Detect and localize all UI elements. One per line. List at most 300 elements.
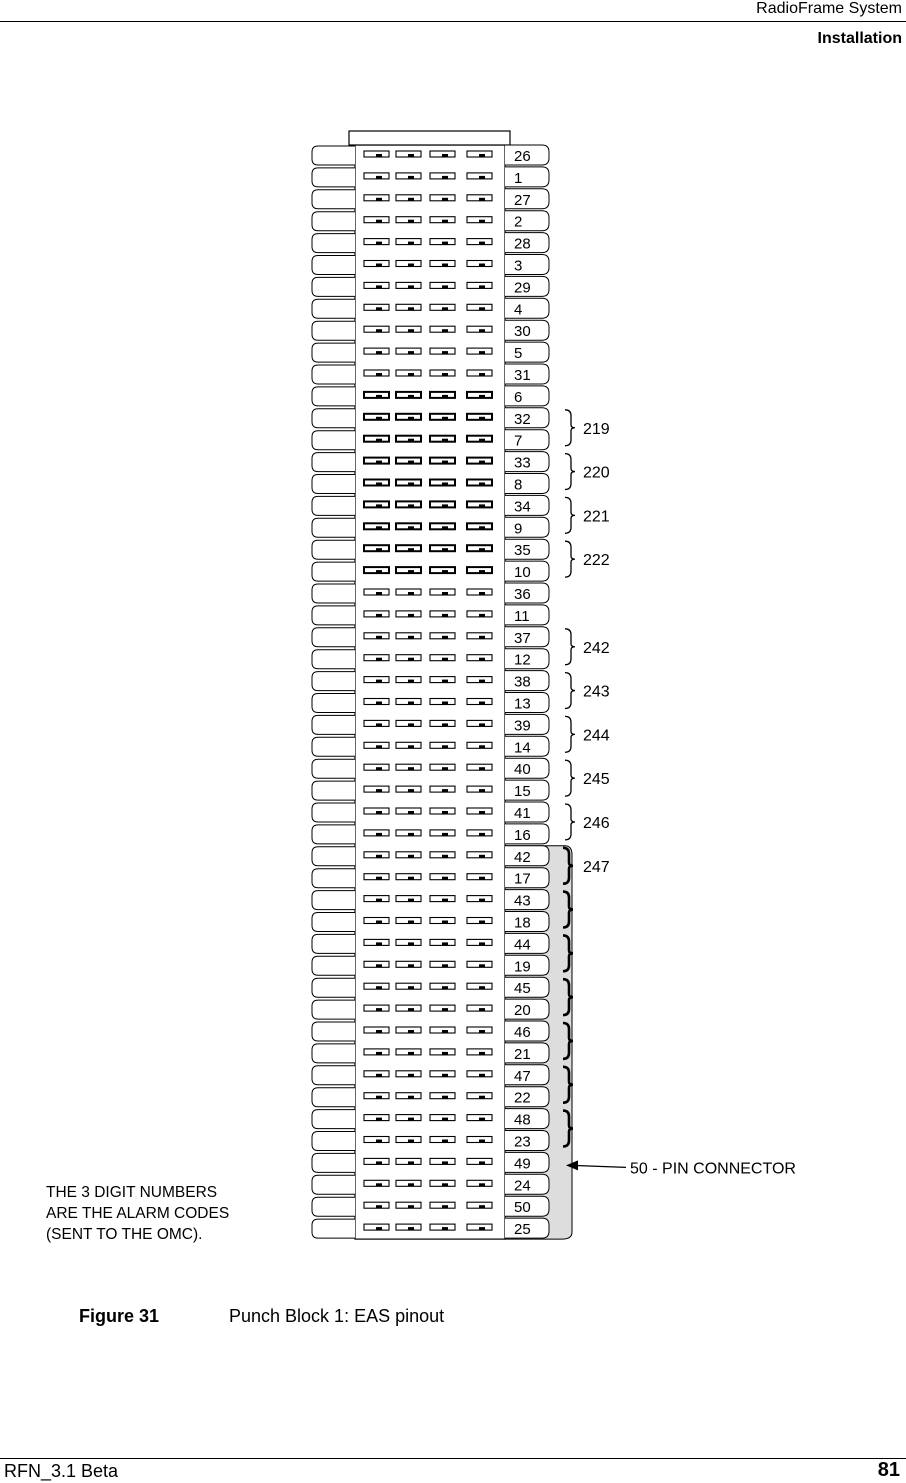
clip-contact [479, 702, 485, 705]
alarm-code-label: 245 [583, 771, 610, 789]
terminal-tab [312, 891, 355, 910]
clip-contact [376, 942, 382, 945]
clip-contact [408, 439, 414, 442]
clip-contact [479, 1052, 485, 1055]
clip-contact [408, 811, 414, 814]
clip-contact [376, 745, 382, 748]
clip-contact [408, 1205, 414, 1208]
clip-contact [479, 899, 485, 902]
clip-contact [376, 811, 382, 814]
clip-contact [408, 329, 414, 332]
clip-contact [479, 942, 485, 945]
pin-number: 15 [514, 783, 531, 801]
clip-contact [442, 1161, 448, 1164]
pin-number: 35 [514, 542, 531, 560]
terminal-tab [312, 212, 355, 231]
terminal-tab [312, 431, 355, 450]
clip-contact [479, 220, 485, 223]
clip-contact [408, 395, 414, 398]
clip-contact [479, 1096, 485, 1099]
alarm-code-label: 221 [583, 508, 610, 526]
clip-contact [479, 1140, 485, 1143]
clip-contact [376, 417, 382, 420]
clip-contact [408, 373, 414, 376]
clip-contact [376, 789, 382, 792]
clip-contact [376, 1030, 382, 1033]
clip-contact [376, 461, 382, 464]
clip-contact [479, 636, 485, 639]
clip-contact [408, 658, 414, 661]
clip-contact [479, 1183, 485, 1186]
clip-contact [442, 921, 448, 924]
clip-contact [479, 855, 485, 858]
terminal-tab [312, 913, 355, 932]
clip-contact [442, 636, 448, 639]
pin-number: 1 [514, 169, 523, 187]
clip-contact [479, 1161, 485, 1164]
connector-arrow-line [572, 1165, 626, 1167]
clip-contact [376, 877, 382, 880]
clip-contact [376, 614, 382, 617]
clip-contact [479, 1008, 485, 1011]
clip-contact [408, 1118, 414, 1121]
pin-number: 19 [514, 958, 531, 976]
terminal-tab [312, 409, 355, 428]
clip-contact [479, 395, 485, 398]
terminal-tab [312, 234, 355, 253]
pin-number: 23 [514, 1133, 531, 1151]
terminal-tab [312, 715, 355, 734]
pin-number: 11 [514, 607, 530, 625]
alarm-brace [565, 629, 575, 665]
clip-contact [376, 176, 382, 179]
document-title: RadioFrame System [756, 0, 902, 17]
clip-contact [442, 833, 448, 836]
terminal-tab [312, 1066, 355, 1085]
clip-contact [408, 504, 414, 507]
clip-contact [408, 921, 414, 924]
clip-contact [442, 1074, 448, 1077]
clip-contact [479, 373, 485, 376]
clip-contact [442, 1140, 448, 1143]
clip-contact [442, 745, 448, 748]
pin-number: 2 [514, 213, 523, 231]
pin-number: 17 [514, 870, 531, 888]
clip-contact [442, 176, 448, 179]
clip-contact [376, 285, 382, 288]
terminal-tab [312, 847, 355, 866]
pin-number: 48 [514, 1111, 531, 1129]
clip-contact [442, 526, 448, 529]
alarm-note-line: THE 3 DIGIT NUMBERS [46, 1184, 218, 1201]
clip-contact [376, 1052, 382, 1055]
clip-contact [408, 1183, 414, 1186]
pin-number: 22 [514, 1089, 531, 1107]
clip-contact [376, 373, 382, 376]
clip-contact [442, 329, 448, 332]
clip-contact [376, 1205, 382, 1208]
clip-contact [408, 745, 414, 748]
clip-contact [408, 680, 414, 683]
clip-contact [479, 242, 485, 245]
clip-contact [408, 264, 414, 267]
pin-number: 32 [514, 410, 531, 428]
terminal-tab [312, 1000, 355, 1019]
clip-contact [442, 307, 448, 310]
page-number: 81 [877, 1459, 900, 1481]
pin-number: 30 [514, 323, 531, 341]
terminal-tab [312, 694, 355, 713]
clip-contact [376, 329, 382, 332]
clip-contact [479, 504, 485, 507]
terminal-tab [312, 190, 355, 209]
clip-contact [479, 877, 485, 880]
pin-number: 18 [514, 914, 531, 932]
clip-contact [408, 855, 414, 858]
clip-contact [479, 264, 485, 267]
terminal-tab [312, 781, 355, 800]
pin-number: 7 [514, 432, 523, 450]
clip-contact [376, 483, 382, 486]
clip-contact [479, 745, 485, 748]
pin-number: 39 [514, 717, 531, 735]
pin-label-tab [505, 298, 549, 318]
clip-contact [442, 680, 448, 683]
pin-number: 38 [514, 673, 531, 691]
clip-contact [442, 1205, 448, 1208]
figure-number: Figure 31 [79, 1306, 160, 1326]
block-top-cap [349, 131, 510, 145]
clip-contact [376, 1227, 382, 1230]
pin-number: 40 [514, 761, 531, 779]
clip-contact [442, 1008, 448, 1011]
clip-contact [479, 483, 485, 486]
pin-label-tab [505, 430, 549, 450]
terminal-tab [312, 1022, 355, 1041]
figure-caption [79, 1305, 444, 1327]
alarm-code-label: 220 [583, 464, 610, 482]
clip-contact [376, 439, 382, 442]
clip-contact [442, 417, 448, 420]
clip-contact [376, 1183, 382, 1186]
clip-contact [442, 395, 448, 398]
clip-contact [479, 921, 485, 924]
clip-contact [408, 877, 414, 880]
clip-contact [442, 1183, 448, 1186]
pin-number: 36 [514, 586, 531, 603]
clip-contact [376, 570, 382, 573]
alarm-brace [565, 673, 575, 709]
clip-contact [408, 526, 414, 529]
pin-label-tab [505, 386, 549, 406]
clip-contact [408, 1030, 414, 1033]
terminal-tab [312, 737, 355, 756]
clip-contact [442, 461, 448, 464]
terminal-tab [312, 1219, 355, 1238]
terminal-tab [312, 672, 355, 691]
alarm-code-label: 222 [583, 552, 610, 570]
clip-contact [479, 417, 485, 420]
clip-contact [376, 504, 382, 507]
terminal-tab [312, 759, 355, 778]
pin-number: 50 [514, 1199, 531, 1217]
clip-contact [408, 461, 414, 464]
pin-number: 14 [514, 739, 531, 757]
clip-contact [408, 986, 414, 989]
clip-contact [408, 1074, 414, 1077]
pin-number: 24 [514, 1177, 531, 1195]
clip-contact [479, 198, 485, 201]
pin-number: 8 [514, 476, 523, 494]
clip-contact [479, 351, 485, 354]
clip-contact [442, 964, 448, 967]
clip-contact [408, 1161, 414, 1164]
pin-label-tab [505, 255, 549, 275]
clip-contact [408, 964, 414, 967]
pin-number: 29 [514, 279, 531, 297]
terminal-tab [312, 540, 355, 559]
clip-contact [442, 504, 448, 507]
clip-contact [442, 242, 448, 245]
clip-contact [479, 811, 485, 814]
clip-contact [442, 986, 448, 989]
clip-contact [408, 636, 414, 639]
clip-contact [479, 592, 485, 595]
pin-number: 37 [514, 629, 531, 647]
clip-contact [376, 307, 382, 310]
terminal-tab [312, 256, 355, 275]
terminal-tab [312, 1197, 355, 1216]
clip-contact [376, 855, 382, 858]
pin-number: 31 [514, 367, 531, 384]
clip-contact [408, 899, 414, 902]
clip-contact [442, 811, 448, 814]
clip-contact [479, 680, 485, 683]
alarm-code-label: 247 [583, 858, 610, 876]
clip-contact [408, 1096, 414, 1099]
clip-contact [442, 373, 448, 376]
clip-contact [408, 220, 414, 223]
terminal-tab [312, 343, 355, 362]
clip-contact [376, 767, 382, 770]
figure-caption-text: Punch Block 1: EAS pinout [229, 1306, 445, 1326]
clip-contact [442, 548, 448, 551]
terminal-tab [312, 562, 355, 581]
pin-number: 44 [514, 936, 531, 954]
clip-contact [376, 723, 382, 726]
clip-contact [408, 351, 414, 354]
clip-contact [479, 614, 485, 617]
clip-contact [479, 329, 485, 332]
clip-contact [408, 198, 414, 201]
pin-label-tab [505, 167, 549, 187]
terminal-tab [312, 475, 355, 494]
pin-number: 41 [514, 805, 531, 822]
clip-contact [442, 154, 448, 157]
clip-contact [442, 723, 448, 726]
clip-contact [408, 702, 414, 705]
pin-label-tab [505, 342, 549, 362]
pin-number: 27 [514, 191, 531, 209]
clip-contact [376, 921, 382, 924]
clip-contact [442, 1096, 448, 1099]
clip-contact [376, 1118, 382, 1121]
clip-contact [479, 176, 485, 179]
terminal-tab [312, 628, 355, 647]
clip-contact [376, 658, 382, 661]
clip-contact [442, 1227, 448, 1230]
terminal-tab [312, 869, 355, 888]
clip-contact [479, 1227, 485, 1230]
alarm-brace [565, 804, 575, 840]
pin-label-tab [505, 517, 549, 537]
clip-contact [442, 614, 448, 617]
clip-contact [442, 570, 448, 573]
terminal-tab [312, 321, 355, 340]
alarm-note-line: (SENT TO THE OMC). [46, 1226, 203, 1243]
terminal-tab [312, 1153, 355, 1172]
clip-contact [408, 1140, 414, 1143]
clip-contact [408, 285, 414, 288]
clip-contact [376, 198, 382, 201]
alarm-code-label: 242 [583, 639, 610, 657]
clip-contact [408, 307, 414, 310]
clip-contact [479, 285, 485, 288]
clip-contact [442, 899, 448, 902]
alarm-brace [565, 541, 575, 577]
clip-contact [408, 723, 414, 726]
alarm-code-label: 243 [583, 683, 610, 701]
clip-contact [376, 154, 382, 157]
clip-contact [442, 220, 448, 223]
terminal-tab [312, 496, 355, 515]
alarm-note-line: ARE THE ALARM CODES [46, 1205, 230, 1222]
clip-contact [376, 1008, 382, 1011]
terminal-tab [312, 146, 355, 165]
pin-number: 28 [514, 235, 531, 253]
clip-contact [376, 1074, 382, 1077]
pin-number: 4 [514, 301, 523, 319]
pin-number: 9 [514, 520, 523, 538]
footer-rule [0, 1458, 906, 1459]
clip-contact [479, 723, 485, 726]
clip-contact [479, 789, 485, 792]
clip-contact [442, 483, 448, 486]
terminal-tab [312, 387, 355, 406]
clip-contact [408, 483, 414, 486]
alarm-code-label: 244 [583, 727, 610, 745]
clip-contact [479, 658, 485, 661]
terminal-tab [312, 518, 355, 537]
clip-contact [479, 307, 485, 310]
alarm-brace [565, 497, 575, 533]
clip-contact [408, 1052, 414, 1055]
clip-contact [376, 899, 382, 902]
pin-number: 45 [514, 980, 531, 998]
pin-label-tab [505, 211, 549, 231]
clip-contact [408, 154, 414, 157]
terminal-tab [312, 825, 355, 844]
clip-contact [408, 570, 414, 573]
clip-contact [442, 942, 448, 945]
section-title: Installation [817, 30, 902, 47]
clip-contact [479, 1074, 485, 1077]
clip-contact [376, 548, 382, 551]
clip-contact [408, 614, 414, 617]
clip-contact [376, 702, 382, 705]
terminal-tab [312, 299, 355, 318]
clip-contact [408, 1227, 414, 1230]
clip-contact [376, 1161, 382, 1164]
alarm-code-label: 219 [583, 420, 610, 438]
pin-number: 13 [514, 695, 531, 713]
terminal-tab [312, 606, 355, 625]
alarm-brace [565, 760, 575, 796]
clip-contact [442, 767, 448, 770]
alarm-brace [565, 716, 575, 752]
clip-contact [442, 789, 448, 792]
clip-contact [479, 1205, 485, 1208]
terminal-tab [312, 978, 355, 997]
terminal-tab [312, 365, 355, 384]
clip-contact [376, 680, 382, 683]
clip-contact [408, 592, 414, 595]
pin-number: 26 [514, 148, 531, 165]
clip-contact [376, 1096, 382, 1099]
clip-contact [442, 658, 448, 661]
clip-contact [408, 789, 414, 792]
terminal-tab [312, 1132, 355, 1151]
clip-contact [376, 395, 382, 398]
pin-number: 10 [514, 564, 531, 582]
clip-contact [376, 986, 382, 989]
clip-contact [479, 548, 485, 551]
clip-contact [442, 351, 448, 354]
clip-contact [408, 548, 414, 551]
clip-contact [479, 964, 485, 967]
pin-number: 12 [514, 651, 531, 669]
clip-contact [376, 592, 382, 595]
terminal-tab [312, 168, 355, 187]
pin-number: 20 [514, 1002, 531, 1020]
pin-label-tab [505, 474, 549, 494]
clip-contact [479, 1030, 485, 1033]
terminal-tab [312, 956, 355, 975]
terminal-tab [312, 1110, 355, 1129]
footer-doc-id: RFN_3.1 Beta [4, 1461, 119, 1481]
clip-contact [408, 417, 414, 420]
clip-contact [408, 942, 414, 945]
terminal-tab [312, 453, 355, 472]
punch-block-drawing [46, 131, 796, 1243]
pin-number: 3 [514, 257, 523, 275]
clip-contact [442, 1030, 448, 1033]
terminal-tab [312, 803, 355, 822]
clip-contact [479, 833, 485, 836]
terminal-tab [312, 1088, 355, 1107]
clip-contact [442, 1118, 448, 1121]
terminal-tab [312, 584, 355, 603]
pin-number: 49 [514, 1155, 531, 1173]
clip-contact [408, 176, 414, 179]
clip-contact [376, 220, 382, 223]
clip-contact [376, 636, 382, 639]
clip-contact [479, 767, 485, 770]
alarm-brace [565, 410, 575, 446]
clip-contact [376, 964, 382, 967]
terminal-tab [312, 1044, 355, 1063]
clip-contact [442, 702, 448, 705]
